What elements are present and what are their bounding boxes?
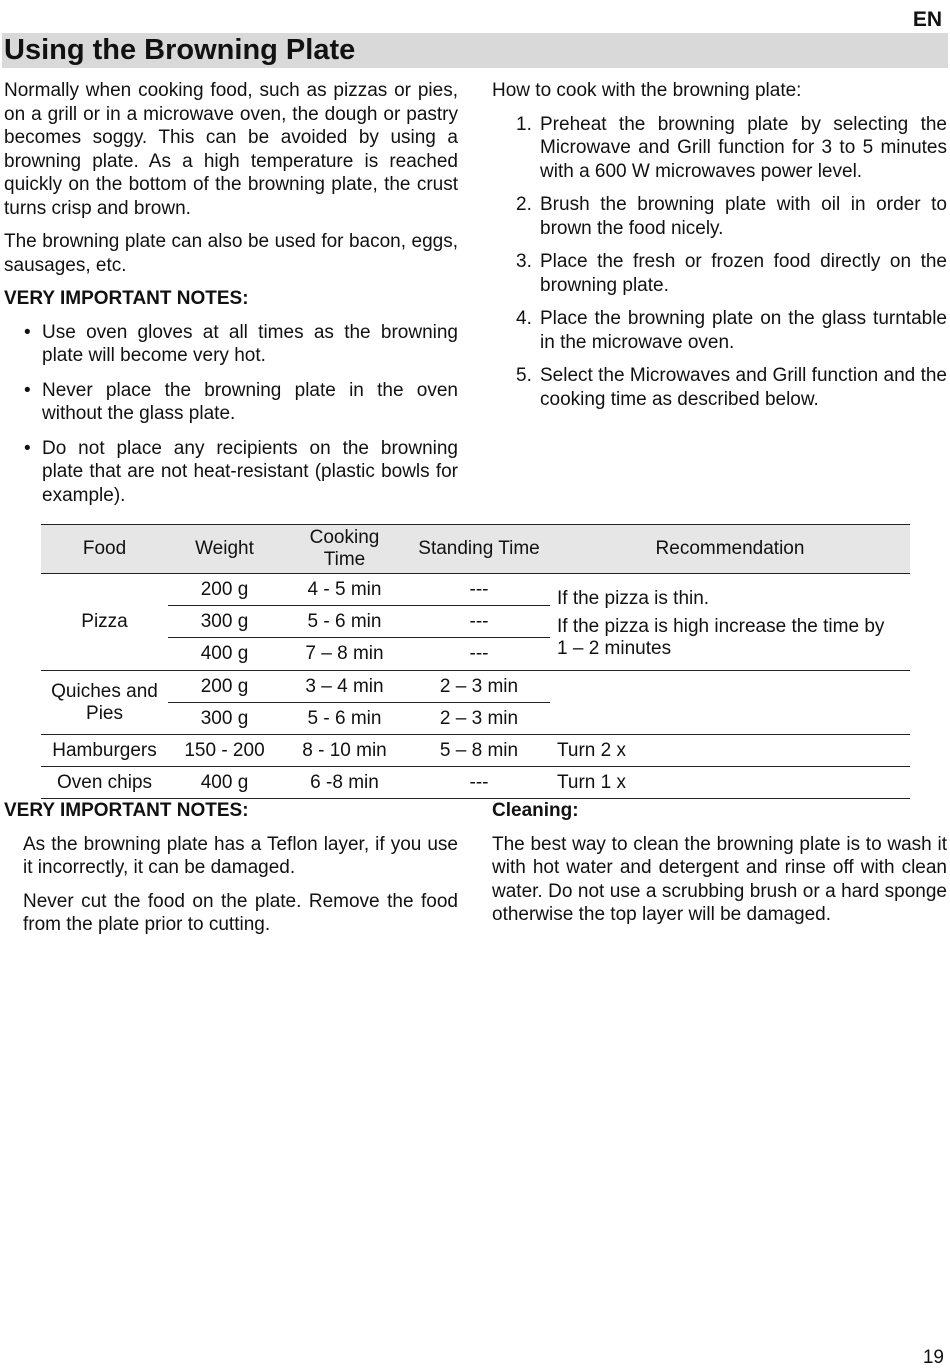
header-recommendation: Recommendation	[550, 525, 910, 574]
food-cell: Oven chips	[41, 767, 168, 799]
recommendation-line: If the pizza is high increase the time by 1 – 2 minutes	[557, 616, 885, 659]
notes-heading: VERY IMPORTANT NOTES:	[4, 800, 249, 821]
language-code: EN	[912, 8, 942, 31]
cook-time-cell: 5 - 6 min	[281, 606, 408, 638]
right-column-bottom	[492, 799, 947, 937]
weight-cell: 300 g	[168, 703, 281, 735]
recommendation-cell	[550, 671, 910, 735]
table-header-row	[41, 525, 910, 574]
notes-paragraph: As the browning plate has a Teflon layer, if you use it incorrectly, it can be damaged.	[23, 833, 458, 878]
step-number: 3.	[516, 251, 532, 272]
weight-cell: 400 g	[168, 767, 281, 799]
list-item-text: Never place the browning plate in the oven without the glass plate.	[42, 379, 458, 424]
stand-time-cell: ---	[408, 606, 550, 638]
howto-heading: How to cook with the browning plate:	[492, 80, 802, 101]
step-text: Select the Microwaves and Grill function and the cooking time as described below.	[540, 365, 947, 410]
stand-time-cell: ---	[408, 767, 550, 799]
left-column-top	[4, 79, 458, 518]
notes-paragraph: Never cut the food on the plate. Remove the food from the plate prior to cutting.	[23, 890, 458, 935]
step-number: 4.	[516, 308, 532, 329]
step-item	[492, 307, 947, 354]
stand-time-cell: 2 – 3 min	[408, 671, 550, 703]
cooking-table	[41, 524, 910, 799]
recommendation-cell: Turn 1 x	[550, 767, 910, 799]
page-number: 19	[922, 1347, 944, 1368]
cook-time-cell: 7 – 8 min	[281, 638, 408, 671]
stand-time-cell: 5 – 8 min	[408, 735, 550, 767]
header-weight: Weight	[168, 525, 281, 574]
recommendation-line: If the pizza is thin.	[557, 588, 710, 609]
list-item	[4, 379, 458, 426]
intro-paragraph-2: The browning plate can also be used for bacon, eggs, sausages, etc.	[4, 231, 458, 276]
cleaning-paragraph: The best way to clean the browning plate is to wash it with hot water and detergent and rinse off with clean water. Do not use a scrubbing brush or a hard sponge otherwise the top layer will be damaged.	[492, 833, 947, 925]
table-row	[41, 735, 910, 767]
header-cooking-time: Cooking Time	[281, 525, 408, 574]
bullet-icon: •	[24, 379, 31, 401]
right-column-top	[492, 79, 947, 421]
title-bar	[2, 33, 948, 68]
bullet-icon: •	[24, 321, 31, 343]
cleaning-heading: Cleaning:	[492, 800, 579, 821]
step-number: 2.	[516, 194, 532, 215]
step-text: Brush the browning plate with oil in order to brown the food nicely.	[540, 194, 947, 239]
step-item	[492, 113, 947, 184]
list-item-text: Use oven gloves at all times as the browning plate will become very hot.	[42, 321, 458, 366]
intro-paragraph-1: Normally when cooking food, such as pizzas or pies, on a grill or in a microwave oven, the dough or pastry becomes soggy. This can be avoided by using a browning plate. As a high temperature is reached quickly on the bottom of the browning plate, the crust turns crisp and brown.	[4, 80, 458, 219]
step-text: Preheat the browning plate by selecting the Microwave and Grill function for 3 to 5 minutes with a 600 W microwaves power level.	[540, 113, 947, 182]
table-row	[41, 767, 910, 799]
list-item-text: Do not place any recipients on the browning plate that are not heat-resistant (plastic bowls for example).	[42, 437, 458, 506]
steps-list	[492, 113, 947, 412]
header-food: Food	[41, 525, 168, 574]
food-cell: Pizza	[41, 574, 168, 671]
weight-cell: 300 g	[168, 606, 281, 638]
table-row	[41, 574, 910, 606]
weight-cell: 400 g	[168, 638, 281, 671]
bullet-icon: •	[24, 437, 31, 459]
step-item	[492, 250, 947, 297]
table-row	[41, 671, 910, 703]
stand-time-cell: ---	[408, 638, 550, 671]
step-text: Place the browning plate on the glass turntable in the microwave oven.	[540, 308, 947, 353]
stand-time-cell: 2 – 3 min	[408, 703, 550, 735]
cook-time-cell: 3 – 4 min	[281, 671, 408, 703]
weight-cell: 200 g	[168, 671, 281, 703]
step-number: 1.	[516, 113, 532, 135]
step-item	[492, 193, 947, 240]
left-column-bottom	[4, 799, 458, 947]
notes-heading: VERY IMPORTANT NOTES:	[4, 288, 249, 309]
page-title: Using the Browning Plate	[4, 34, 356, 66]
weight-cell: 150 - 200	[168, 735, 281, 767]
cook-time-cell: 4 - 5 min	[281, 574, 408, 606]
recommendation-cell	[550, 574, 910, 671]
step-text: Place the fresh or frozen food directly on the browning plate.	[540, 251, 947, 296]
recommendation-cell: Turn 2 x	[550, 735, 910, 767]
cook-time-cell: 6 -8 min	[281, 767, 408, 799]
food-cell: Hamburgers	[41, 735, 168, 767]
cook-time-cell: 8 - 10 min	[281, 735, 408, 767]
weight-cell: 200 g	[168, 574, 281, 606]
notes-list	[4, 321, 458, 508]
step-item	[492, 364, 947, 411]
food-cell: Quiches and Pies	[41, 671, 168, 735]
cook-time-cell: 5 - 6 min	[281, 703, 408, 735]
stand-time-cell: ---	[408, 574, 550, 606]
header-standing-time: Standing Time	[408, 525, 550, 574]
list-item	[4, 321, 458, 368]
list-item	[4, 437, 458, 508]
step-number: 5.	[516, 365, 532, 386]
